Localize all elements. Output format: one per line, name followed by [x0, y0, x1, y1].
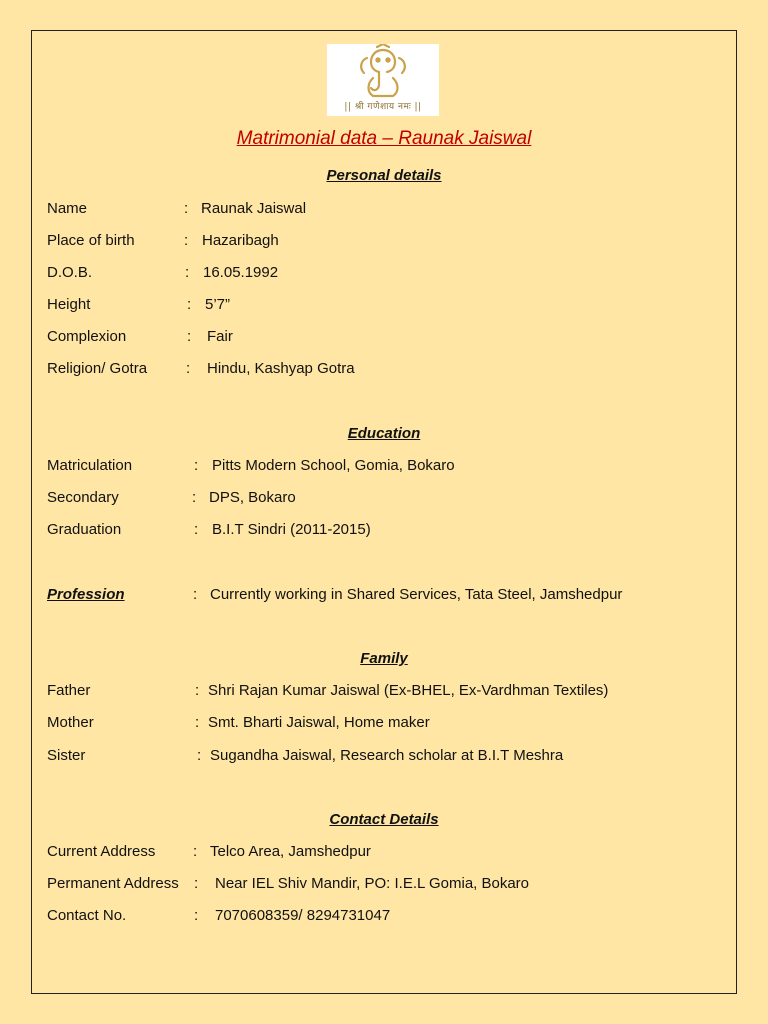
secondary-label: Secondary — [47, 489, 119, 506]
graduation-value: B.I.T Sindri (2011-2015) — [212, 521, 371, 538]
complexion-value: Fair — [207, 328, 233, 345]
mother-value: Smt. Bharti Jaiswal, Home maker — [208, 714, 430, 731]
matriculation-value: Pitts Modern School, Gomia, Bokaro — [212, 457, 455, 474]
separator: : — [194, 907, 199, 924]
separator: : — [197, 747, 202, 764]
dob-label: D.O.B. — [47, 264, 93, 281]
dob-value: 16.05.1992 — [203, 264, 279, 281]
separator: : — [185, 264, 190, 281]
profession-value: Currently working in Shared Services, Tata Steel, Jamshedpur — [210, 586, 623, 603]
separator: : — [194, 521, 199, 538]
ganesha-icon — [327, 44, 439, 104]
mother-label: Mother — [47, 714, 94, 731]
separator: : — [186, 360, 191, 377]
height-label: Height — [47, 296, 91, 313]
place-of-birth-label: Place of birth — [47, 232, 135, 249]
matriculation-label: Matriculation — [47, 457, 133, 474]
separator: : — [194, 875, 199, 892]
ganesha-logo — [327, 44, 439, 116]
permanent-address-label: Permanent Address — [47, 875, 179, 892]
current-address-value: Telco Area, Jamshedpur — [210, 843, 371, 860]
profession-label: Profession — [47, 586, 125, 603]
name-value: Raunak Jaiswal — [201, 200, 307, 217]
religion-gotra-value: Hindu, Kashyap Gotra — [207, 360, 355, 377]
personal-details-heading: Personal details — [326, 167, 442, 184]
father-value: Shri Rajan Kumar Jaiswal (Ex-BHEL, Ex-Vardhman Textiles) — [208, 682, 609, 699]
sister-label: Sister — [47, 747, 86, 764]
contact-number-value: 7070608359/ 8294731047 — [215, 907, 391, 924]
complexion-label: Complexion — [47, 328, 127, 345]
separator: : — [187, 296, 192, 313]
separator: : — [193, 586, 198, 603]
separator: : — [195, 682, 200, 699]
contact-details-heading: Contact Details — [329, 811, 439, 828]
separator: : — [187, 328, 192, 345]
religion-gotra-label: Religion/ Gotra — [47, 360, 148, 377]
name-label: Name — [47, 200, 88, 217]
current-address-label: Current Address — [47, 843, 156, 860]
permanent-address-value: Near IEL Shiv Mandir, PO: I.E.L Gomia, Bokaro — [215, 875, 530, 892]
separator: : — [195, 714, 200, 731]
separator: : — [184, 232, 189, 249]
place-of-birth-value: Hazaribagh — [202, 232, 279, 249]
secondary-value: DPS, Bokaro — [209, 489, 296, 506]
height-value: 5’7” — [205, 296, 231, 313]
separator: : — [194, 457, 199, 474]
separator: : — [184, 200, 189, 217]
page-title: Matrimonial data – Raunak Jaiswal — [236, 128, 532, 149]
family-heading: Family — [360, 650, 408, 667]
sister-value: Sugandha Jaiswal, Research scholar at B.I.T Meshra — [210, 747, 564, 764]
graduation-label: Graduation — [47, 521, 122, 538]
contact-number-label: Contact No. — [47, 907, 127, 924]
logo-caption: || श्री गणेशाय नमः || — [344, 102, 422, 112]
separator: : — [192, 489, 197, 506]
separator: : — [193, 843, 198, 860]
education-heading: Education — [347, 425, 421, 442]
father-label: Father — [47, 682, 91, 699]
